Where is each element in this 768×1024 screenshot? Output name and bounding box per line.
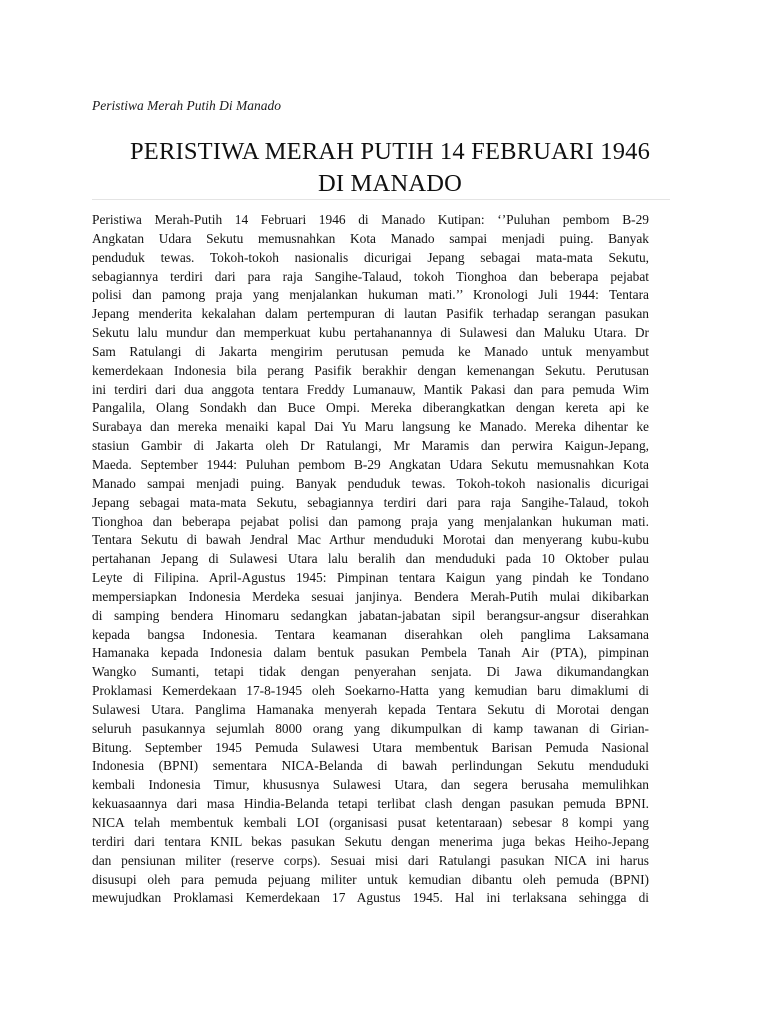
title-divider bbox=[92, 199, 670, 200]
text-line: pertahanan Jepang di Sulawesi Utara lalu beralih dan menduduki pada 10 Oktober pulau bbox=[92, 551, 649, 567]
page-title bbox=[60, 136, 720, 200]
text-line: sebagiannya terdiri dari para raja Sangihe-Talaud, tokoh Tionghoa dan beberapa pejabat bbox=[92, 268, 649, 284]
text-line: Indonesia (BPNI) sementara NICA-Belanda di bawah perlindungan Sekutu menduduki bbox=[92, 758, 649, 774]
text-line: dan pensiunan militer (reserve corps). Sesuai misi dari Ratulangi pasukan NICA ini harus bbox=[92, 852, 649, 868]
text-line: kepada bangsa Indonesia. Tentara keamanan diserahkan oleh panglima Laksamana bbox=[92, 626, 649, 642]
text-line: Jepang menderita kekalahan dalam pertempuran di lautan Pasifik terhadap serangan pasukan bbox=[92, 306, 649, 322]
title-line-1: PERISTIWA MERAH PUTIH 14 FEBRUARI 1946 bbox=[129, 138, 651, 165]
text-line: Sam Ratulangi di Jakarta mengirim perutusan pemuda ke Manado untuk menyambut bbox=[92, 343, 649, 359]
text-line: Maeda. September 1944: Puluhan pembom B-29 Angkatan Udara Sekutu memusnahkan Kota bbox=[92, 456, 649, 472]
text-line: stasiun Gambir di Jakarta oleh Dr Ratulangi, Mr Maramis dan perwira Kaigun-Jepang, bbox=[92, 438, 649, 454]
body-paragraph bbox=[92, 211, 649, 937]
text-line: terdiri dari tentara KNIL bekas pasukan Sekutu dengan menerima juga bekas Heiho-Jepang bbox=[92, 833, 649, 849]
text-line: Tentara Sekutu di bawah Jendral Mac Arthur menduduki Morotai dan menyerang kubu-kubu bbox=[92, 532, 649, 548]
text-line: mewujudkan Proklamasi Kemerdekaan 17 Agustus 1945. Hal ini terlaksana sehingga di bbox=[92, 890, 649, 906]
text-line: Sulawesi Utara. Panglima Hamanaka menyerah kepada Tentara Sekutu di Morotai dengan bbox=[92, 701, 649, 717]
title-line-2: DI MANADO bbox=[317, 170, 463, 197]
text-line: Sekutu lalu mundur dan memperkuat kubu pertahanannya di Sulawesi dan Maluku Utara. Dr bbox=[92, 325, 649, 341]
text-line: Bitung. September 1945 Pemuda Sulawesi Utara membentuk Barisan Pemuda Nasional bbox=[92, 739, 649, 755]
text-line: ini terdiri dari dua anggota tentara Freddy Lumanauw, Mantik Pakasi dan para pemuda Wim bbox=[92, 381, 649, 397]
text-line: kekuasaannya dari masa Hindia-Belanda tetapi terlibat clash dengan pasukan pemuda BPNI. bbox=[92, 796, 649, 812]
text-line: Tionghoa dan beberapa pejabat polisi dan pamong praja yang menjalankan hukuman mati. bbox=[92, 513, 649, 529]
text-line: Angkatan Udara Sekutu memusnahkan Kota Manado sampai menjadi puing. Banyak bbox=[92, 230, 649, 246]
text-line: di samping bendera Hinomaru sedangkan jabatan-jabatan sipil berangsur-angsur diserahkan bbox=[92, 607, 649, 623]
text-line: kemerdekaan Indonesia bila perang Pasifik berakhir dengan kemenangan Sekutu. Perutusan bbox=[92, 362, 649, 378]
text-line: Wangko Sumanti, tetapi tidak dengan penyerahan senjata. Di Jawa dikumandangkan bbox=[92, 664, 649, 680]
text-line: seluruh pasukannya sejumlah 8000 orang yang dikumpulkan di kamp tawanan di Girian- bbox=[92, 720, 649, 736]
text-line: NICA telah membentuk kembali LOI (organisasi pusat ketentaraan) sebesar 8 kompi yang bbox=[92, 815, 649, 830]
text-line: Jepang sebagai mata-mata Sekutu, sebagiannya terdiri dari para raja Sangihe-Talaud, tokoh bbox=[92, 494, 649, 510]
running-header: Peristiwa Merah Putih Di Manado bbox=[92, 98, 281, 113]
text-line: kembali Indonesia Timur, khususnya Sulawesi Utara, dan segera berusaha memulihkan bbox=[92, 777, 649, 793]
text-line: polisi dan pamong praja yang menjalankan hukuman mati.’’ Kronologi Juli 1944: Tentara bbox=[92, 287, 649, 303]
text-line: disusupi oleh para pemuda pejuang militer untuk kemudian dibantu oleh pemuda (BPNI) bbox=[92, 871, 649, 887]
text-line: Peristiwa Merah-Putih 14 Februari 1946 di Manado Kutipan: ‘’Puluhan pembom B-29 bbox=[92, 212, 649, 227]
text-line: Manado sampai menjadi puing. Banyak penduduk tewas. Tokoh-tokoh nasionalis dicurigai bbox=[92, 475, 649, 491]
text-line: Leyte di Filipina. April-Agustus 1945: Pimpinan tentara Kaigun yang pindah ke Tondano bbox=[92, 570, 649, 586]
text-line: Pangalila, Olang Sondakh dan Buce Ompi. Mereka diberangkatkan dengan kereta api ke bbox=[92, 400, 649, 416]
text-line: Surabaya dan mereka menaiki kapal Dai Yu Maru langsung ke Manado. Mereka dihentar ke bbox=[92, 419, 649, 435]
text-line: Proklamasi Kemerdekaan 17-8-1945 oleh Soekarno-Hatta yang kemudian baru dimaklumi di bbox=[92, 683, 649, 699]
text-line: mempersiapkan Indonesia Merdeka sesuai janjinya. Bendera Merah-Putih mulai dikibarkan bbox=[92, 588, 649, 604]
text-line: Hamanaka kepada Indonesia dalam bentuk pasukan Pembela Tanah Air (PTA), pimpinan bbox=[92, 645, 649, 661]
text-line: penduduk tewas. Tokoh-tokoh nasionalis dicurigai Jepang sebagai mata-mata Sekutu, bbox=[92, 249, 649, 265]
